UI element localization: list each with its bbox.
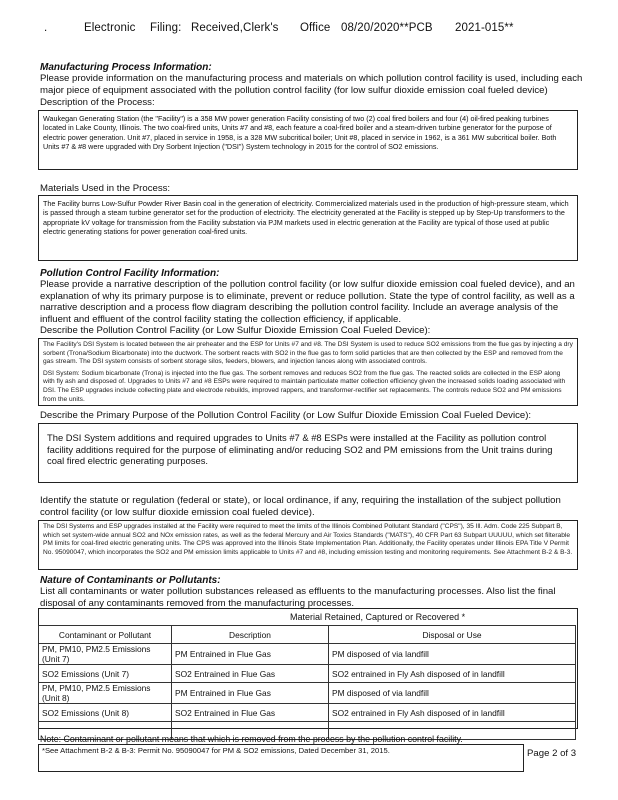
primary-purpose-text: The DSI System additions and required upgrades to Units #7 & #8 ESPs were installed at the Facility as pollution control facility additions required for the purpose of eliminating and/or reducing SO2 and PM emissions from the Unit trains during coal fired electric generating purposes.: [47, 432, 553, 467]
header-electronic: Electronic: [84, 22, 136, 34]
column-header: Disposal or Use: [329, 626, 576, 644]
column-header: Contaminant or Pollutant: [39, 626, 172, 644]
materials-box: [38, 195, 578, 261]
header-date: 08/20/2020**PCB: [341, 22, 433, 34]
table-header-row: [39, 626, 576, 644]
manufacturing-instructions: Please provide information on the manufacturing process and materials on which pollution control facility is used, including each major piece of equipment associated with the pollution control facility (for low sulfur dioxide emission coal fueled device): [40, 73, 583, 96]
process-description-text: Waukegan Generating Station (the "Facility") is a 358 MW power generation Facility consisting of two (2) coal fired boilers and four (4) oil-fired peaking turbines located in Lake County, Illinois. The two coal-fired units, Units #7 and #8, each feature a coal-fired boiler and a steam-driven turbine generator for the purpose of electric power generation. Unit #7, placed in service in 1958, is a 328 MW subcritical boiler; Unit #8, placed in service in 1962, is a 361 MW subcritical boiler. Both Units #7 & #8 were upgraded with Dry Sorbent Injection ("DSI") System technology in 2015 for the control of SO2 emissions.: [43, 114, 557, 152]
header-filing: Filing:: [150, 22, 182, 34]
identify-statute-label: Identify the statute or regulation (federal or state), or local ordinance, if any, requiring the installation of the subject pollution control facility (or low sulfur dioxide emission coal fueled device).: [40, 495, 561, 518]
identify-statute-text: The DSI Systems and ESP upgrades installed at the Facility were required to meet the limits of the Illinois Combined Pollutant Standard ("CPS"), 35 Ill. Adm. Code 225 Subpart B, which set system-wide annual SO2 and NOx emission rates, as well as the federal Mercury and Air Toxics Standards ("MATS"), 40 CFR Part 63 Subpart UUUUU, which set filterable PM limits for coal-fired electric generating units. The CPS was approved into the Illinois State Implementation Plan. Additionally, the Facility operates under Illinois EPA Title V Permit No. 95090047, which incorporates the SO2 and PM emission limits applicable to Units #7 and #8, including emission testing and monitoring requirements. See Attachment B-2 & B-3.: [43, 523, 573, 556]
table-row: [39, 704, 576, 722]
table-cell: PM disposed of via landfill: [329, 683, 576, 704]
process-description-box: [38, 110, 578, 170]
header-dot: .: [44, 22, 48, 34]
material-retained-header: Material Retained, Captured or Recovered *: [290, 612, 466, 622]
table-row: [39, 665, 576, 683]
footer-note: Note: Contaminant or pollutant means that which is removed from the process by the pollution control facility.: [40, 734, 463, 744]
manufacturing-title: Manufacturing Process Information:: [40, 62, 212, 73]
table-cell: PM disposed of via landfill: [329, 644, 576, 665]
table-cell: SO2 Emissions (Unit 7): [39, 665, 172, 683]
pollution-control-instructions: Please provide a narrative description of the pollution control facility (or low sulfur dioxide emission coal fueled device), and an explanation of why its primary purpose is to eliminate, prevent or reduce pollution. State the type of control facility, as well as a narrative description and a process flow diagram describing the pollution control facility. Include an average analysis of the influent and effluent of the control facility stating the collection efficiency, if applicable.: [40, 279, 575, 325]
materials-text: The Facility burns Low-Sulfur Powder River Basin coal in the generation of electricity. Commercialized materials used in the production of high-pressure steam, which is passed through a steam turbine generator set for the production of electricity. The electricity generated at the Facility is stepped up by Step-Up transformers to the appropriate kV voltage for transmission from the Facility substation via PJM markets used in electric generation at the Facility are typical of those used at public electric generating stations for power generation coal-fired units.: [43, 199, 569, 237]
column-header: Description: [172, 626, 329, 644]
contaminants-title: Nature of Contaminants or Pollutants:: [40, 575, 221, 586]
table-cell: PM Entrained in Flue Gas: [172, 683, 329, 704]
primary-purpose-label: Describe the Primary Purpose of the Pollution Control Facility (or Low Sulfur Dioxide Emission Coal Fueled Device):: [40, 410, 532, 421]
primary-purpose-box: [38, 423, 578, 483]
pollution-control-title: Pollution Control Facility Information:: [40, 268, 220, 279]
table-cell: PM, PM10, PM2.5 Emissions (Unit 8): [39, 683, 172, 704]
describe-facility-label: Describe the Pollution Control Facility (or Low Sulfur Dioxide Emission Coal Fueled Device):: [40, 325, 431, 336]
table-cell: SO2 entrained in Fly Ash disposed of in landfill: [329, 665, 576, 683]
attachment-box: [38, 744, 524, 772]
describe-facility-text-2: DSI System: Sodium bicarbonate (Trona) is injected into the flue gas. The sorbent removes and reduces SO2 from the flue gas. The reacted solids are collected in the ESP along with fly ash and disposed of. Upgrades to Units #7 and #8 ESPs were required to maintain particulate matter collection efficiency given the increased solids loading associated with DSI. The ESP upgrades include collecting plate and electrode rebuilds, improved rappers, and transformer-rectifier set replacements. The controls reduce SO2 and PM emissions from the units.: [43, 369, 566, 403]
page-number: Page 2 of 3: [527, 748, 577, 759]
table-cell: SO2 Entrained in Flue Gas: [172, 665, 329, 683]
header-received: Received,Clerk's: [191, 22, 279, 34]
materials-label: Materials Used in the Process:: [40, 183, 171, 194]
table-cell: PM Entrained in Flue Gas: [172, 644, 329, 665]
describe-facility-text-1: The Facility's DSI System is located between the air preheater and the ESP for Units #7 and #8. The DSI System is used to reduce SO2 emissions from the flue gas by injecting a dry sorbent (Trona/Sodium Bicarbonate) into the ductwork. The sorbent reacts with SO2 in the flue gas to form solid particles that are then collected by the ESP and removed from the gas stream. The DSI system consists of sorbent storage silos, feeders, blowers, and injection lances along with associated controls.: [43, 341, 573, 366]
attachment-text: *See Attachment B-2 & B-3: Permit No. 95090047 for PM & SO2 emissions, Dated December 31, 2015.: [42, 746, 390, 755]
process-description-label: Description of the Process:: [40, 97, 155, 108]
header-docket: 2021-015**: [455, 22, 514, 34]
table-cell: PM, PM10, PM2.5 Emissions (Unit 7): [39, 644, 172, 665]
describe-facility-box: [38, 338, 578, 406]
table-cell: SO2 Emissions (Unit 8): [39, 704, 172, 722]
table-row: [39, 644, 576, 665]
table-cell: SO2 entrained in Fly Ash disposed of in landfill: [329, 704, 576, 722]
table-row: [39, 683, 576, 704]
contaminants-table: [38, 625, 576, 740]
table-cell: SO2 Entrained in Flue Gas: [172, 704, 329, 722]
contaminants-instructions: List all contaminants or water pollution substances released as effluents to the manufacturing processes. Also list the final disposal of any contaminants removed from the manufacturing processes.: [40, 586, 556, 609]
header-office: Office: [300, 22, 331, 34]
identify-statute-box: [38, 520, 578, 570]
